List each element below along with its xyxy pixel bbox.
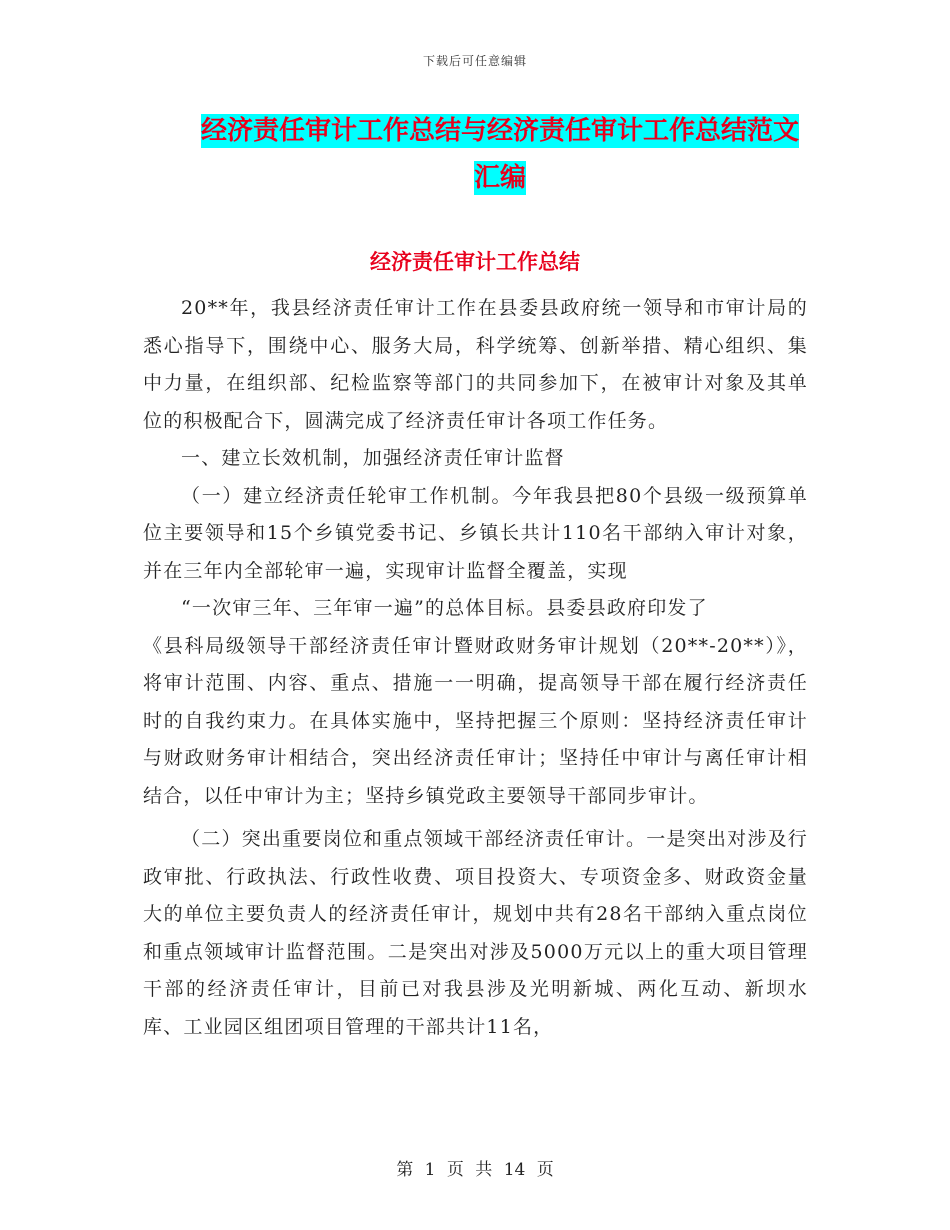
document-title-line-1: 经济责任审计工作总结与经济责任审计工作总结范文 <box>200 116 799 146</box>
body-paragraph: 《县科局级领导干部经济责任审计暨财政财务审计规划（20**-20**）》，将审计范围、内容、重点、措施一一明确，提高领导干部在履行经济责任时的自我约束力。在具体实施中，坚持把握三个原则：坚持经济责任审计与财政财务审计相结合，突出经济责任审计；坚持任中审计与离任审计相结合，以任中审计为主；坚持乡镇党政主要领导干部同步审计。 <box>143 634 808 807</box>
page-header-note: 下载后可任意编辑 <box>422 54 527 68</box>
page-number: 第 1 页 共 14 页 <box>396 1160 554 1180</box>
section-title: 经济责任审计工作总结 <box>370 250 580 274</box>
body-paragraph: （二）突出重要岗位和重点领域干部经济责任审计。一是突出对涉及行政审批、行政执法、行政性收费、项目投资大、专项资金多、财政资金量大的单位主要负责人的经济责任审计，规划中共有28名干部纳入重点岗位和重点领域审计监督范围。二是突出对涉及5000万元以上的重大项目管理干部的经济责任审计，目前已对我县涉及光明新城、两化互动、新坝水库、工业园区组团项目管理的干部共计11名， <box>143 828 808 1038</box>
body-paragraph: （一）建立经济责任轮审工作机制。今年我县把80个县级一级预算单位主要领导和15个乡镇党委书记、乡镇长共计110名干部纳入审计对象，并在三年内全部轮审一遍，实现审计监督全覆盖，实现 <box>143 484 808 582</box>
body-paragraph: “一次审三年、三年审一遍”的总体目标。县委县政府印发了 <box>181 597 708 619</box>
section-heading: 一、建立长效机制，加强经济责任审计监督 <box>181 447 565 469</box>
body-paragraph: 20**年，我县经济责任审计工作在县委县政府统一领导和市审计局的悉心指导下，围绕中心、服务大局，科学统筹、创新举措、精心组织、集中力量，在组织部、纪检监察等部门的共同参加下，在被审计对象及其单位的积极配合下，圆满完成了经济责任审计各项工作任务。 <box>143 297 808 432</box>
document-body <box>143 290 808 1046</box>
document-title-line-2: 汇编 <box>473 163 526 193</box>
document-title <box>120 108 880 202</box>
